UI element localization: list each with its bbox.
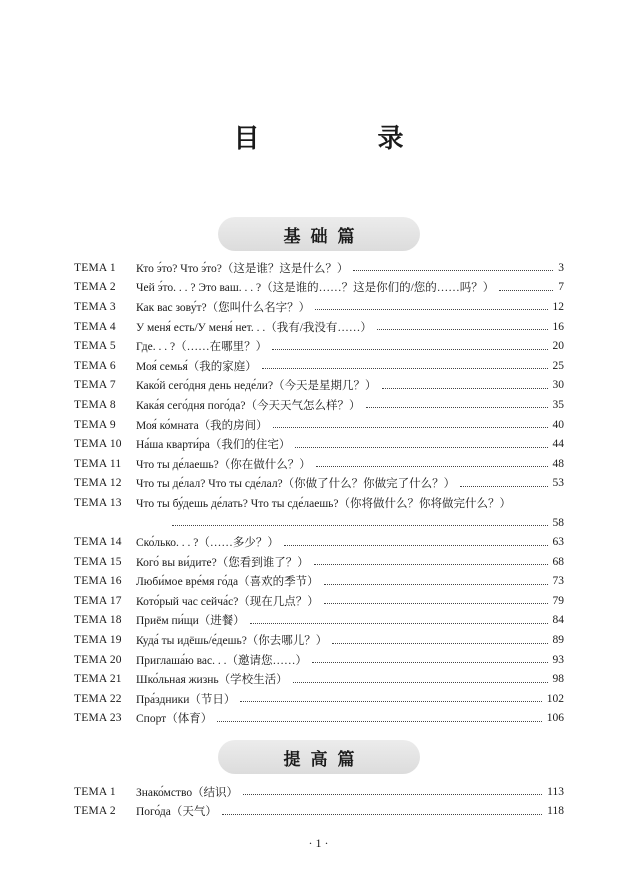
- toc-entry-page: 12: [552, 300, 564, 313]
- toc-entry-title: Знако́мство（结识）: [136, 786, 239, 799]
- toc-leader-dots: [273, 427, 548, 428]
- toc-entry[interactable]: [74, 782, 564, 802]
- toc-entry-title: Кого́ вы ви́дите?（您看到谁了？）: [136, 556, 309, 569]
- toc-entry-page: 106: [546, 712, 564, 725]
- toc-leader-dots: [262, 368, 548, 369]
- toc-entry-page: 118: [547, 805, 564, 818]
- toc-entry-page: 89: [552, 634, 564, 647]
- toc-entry[interactable]: [74, 415, 564, 435]
- toc-entry-page: 73: [552, 575, 564, 588]
- toc-entry[interactable]: [74, 572, 564, 592]
- toc-entry-number: TEMA 15: [74, 555, 122, 568]
- toc-entry-page: 48: [552, 457, 564, 470]
- toc-leader-dots: [284, 545, 548, 546]
- toc-leader-dots: [243, 794, 542, 795]
- toc-entry-number: TEMA 3: [74, 300, 116, 313]
- toc-entry-number: TEMA 9: [74, 418, 116, 431]
- toc-entry-title: Куда́ ты идёшь/е́дешь?（你去哪儿？）: [136, 635, 328, 648]
- toc-leader-dots: [172, 525, 548, 526]
- toc-leader-dots: [312, 662, 548, 663]
- toc-entry-number: TEMA 11: [74, 457, 122, 470]
- toc-entry[interactable]: [74, 336, 564, 356]
- toc-entry-title: Кто э́то? Что э́то?（这是谁？这是什么？）: [136, 262, 349, 275]
- toc-entry-page: 58: [552, 516, 564, 529]
- toc-entry-page: 40: [552, 418, 564, 431]
- toc-entry-title: Пого́да（天气）: [136, 806, 217, 819]
- toc-entry-title: Моя́ семья́（我的家庭）: [136, 360, 257, 373]
- toc-entry[interactable]: [74, 611, 564, 631]
- toc-entry-number: TEMA 2: [74, 281, 116, 294]
- toc-entry[interactable]: [74, 376, 564, 396]
- toc-leader-dots: [272, 349, 547, 350]
- toc-entry-page: 68: [552, 555, 564, 568]
- toc-entry-title: Шко́льная жизнь（学校生活）: [136, 674, 288, 687]
- toc-entry[interactable]: [74, 278, 564, 298]
- toc-leader-dots: [250, 623, 548, 624]
- page-title: 目 录: [233, 124, 450, 153]
- toc-entry-title: Где. . . ?（……在哪里？）: [136, 341, 268, 354]
- toc-entry[interactable]: [74, 434, 564, 454]
- toc-entry[interactable]: [74, 709, 564, 729]
- toc-entry[interactable]: [74, 395, 564, 415]
- toc-entry-page: 63: [552, 536, 564, 549]
- toc-entry-page: 113: [547, 785, 564, 798]
- toc-entry[interactable]: [74, 802, 564, 822]
- toc-entry-number: TEMA 19: [74, 634, 122, 647]
- toc-entry-number: TEMA 7: [74, 379, 116, 392]
- toc-entry[interactable]: [74, 493, 564, 513]
- toc-entry[interactable]: [74, 356, 564, 376]
- toc-entry-number: TEMA 20: [74, 653, 122, 666]
- toc-leader-dots: [324, 603, 548, 604]
- page-number: · 1 ·: [308, 836, 329, 850]
- toc-leader-dots: [377, 329, 548, 330]
- toc-entry-title: Спорт（体育）: [136, 713, 213, 726]
- toc-entry[interactable]: [74, 669, 564, 689]
- toc-entry-title: Моя́ ко́мната（我的房间）: [136, 419, 268, 432]
- toc-entry-number: TEMA 1: [74, 785, 116, 798]
- toc-list-basic: [74, 258, 564, 728]
- toc-entry[interactable]: [74, 297, 564, 317]
- toc-entry[interactable]: [74, 591, 564, 611]
- toc-entry-number: TEMA 6: [74, 359, 116, 372]
- toc-entry-title: Кото́рый час сейча́с?（现在几点？）: [136, 595, 319, 608]
- toc-leader-dots: [324, 584, 548, 585]
- toc-entry-title: Ско́лько. . . ?（……多少？）: [136, 537, 279, 550]
- toc-leader-dots: [240, 701, 541, 702]
- toc-entry-title: У меня́ есть/У меня́ нет. . .（我有/我没有……）: [136, 321, 372, 334]
- toc-entry-page: 30: [552, 379, 564, 392]
- toc-entry-page: 16: [552, 320, 564, 333]
- toc-entry-page: 98: [552, 673, 564, 686]
- toc-entry-number: TEMA 22: [74, 692, 122, 705]
- toc-leader-dots: [222, 814, 542, 815]
- toc-list-advanced: [74, 782, 564, 821]
- toc-entry-title: Чей э́то. . . ? Это ваш. . . ?（这是谁的……？这是你们的/您的……吗？）: [136, 282, 495, 295]
- toc-entry-page: 93: [552, 653, 564, 666]
- toc-entry-number: TEMA 14: [74, 536, 122, 549]
- toc-entry-title: Приглаша́ю вас. . .（邀请您……）: [136, 654, 307, 667]
- toc-entry-title: Приём пи́щи（进餐）: [136, 615, 245, 628]
- toc-entry-number: TEMA 1: [74, 261, 116, 274]
- toc-entry-page: 84: [552, 614, 564, 627]
- toc-entry[interactable]: [74, 630, 564, 650]
- toc-entry-number: TEMA 2: [74, 805, 116, 818]
- toc-entry[interactable]: [74, 552, 564, 572]
- section-heading-basic: 基础篇: [218, 217, 420, 251]
- toc-entry-page: 7: [558, 281, 564, 294]
- toc-leader-dots: [293, 682, 548, 683]
- toc-entry-number: TEMA 5: [74, 340, 116, 353]
- toc-entry-page: 102: [546, 692, 564, 705]
- toc-entry-page: 3: [558, 261, 564, 274]
- toc-entry-page: 44: [552, 438, 564, 451]
- toc-entry-number: TEMA 10: [74, 438, 122, 451]
- toc-leader-dots: [499, 290, 553, 291]
- toc-entry[interactable]: [74, 474, 564, 494]
- toc-leader-dots: [353, 270, 553, 271]
- toc-leader-dots: [314, 564, 548, 565]
- toc-entry-title: Что ты бу́дешь де́лать? Что ты сде́лаешь?（你将做什么？你将做完什么？）: [136, 497, 512, 510]
- toc-entry-title: Как вас зову́т?（您叫什么名字？）: [136, 301, 311, 314]
- toc-leader-dots: [316, 466, 548, 467]
- toc-entry-title: На́ша кварти́ра（我们的住宅）: [136, 439, 291, 452]
- toc-entry-number: TEMA 17: [74, 594, 122, 607]
- toc-entry[interactable]: [74, 689, 564, 709]
- toc-entry-continuation[interactable]: [74, 513, 564, 533]
- toc-entry-title: Како́й сего́дня день неде́ли?（今天是星期几？）: [136, 380, 377, 393]
- toc-leader-dots: [382, 388, 548, 389]
- toc-entry[interactable]: [74, 317, 564, 337]
- toc-entry-number: TEMA 13: [74, 496, 122, 509]
- toc-entry-number: TEMA 12: [74, 477, 122, 490]
- toc-leader-dots: [460, 486, 547, 487]
- toc-entry-page: 20: [552, 340, 564, 353]
- toc-leader-dots: [366, 407, 548, 408]
- toc-entry-title: Что ты де́лал? Что ты сде́лал?（你做了什么？你做完了什么？）: [136, 478, 456, 491]
- toc-entry[interactable]: [74, 532, 564, 552]
- toc-leader-dots: [315, 309, 547, 310]
- toc-entry-number: TEMA 4: [74, 320, 116, 333]
- toc-entry-page: 25: [552, 359, 564, 372]
- toc-entry-title: Пра́здники（节日）: [136, 693, 236, 706]
- toc-entry-page: 35: [552, 398, 564, 411]
- toc-entry[interactable]: [74, 650, 564, 670]
- toc-entry[interactable]: [74, 258, 564, 278]
- toc-leader-dots: [217, 721, 542, 722]
- toc-entry-title: Кака́я сего́дня пого́да?（今天天气怎么样？）: [136, 399, 361, 412]
- toc-entry-number: TEMA 21: [74, 673, 122, 686]
- toc-leader-dots: [295, 447, 547, 448]
- section-heading-advanced: 提高篇: [218, 740, 420, 774]
- toc-entry[interactable]: [74, 454, 564, 474]
- toc-entry-title: Люби́мое вре́мя го́да（喜欢的季节）: [136, 576, 319, 589]
- toc-entry-number: TEMA 23: [74, 712, 122, 725]
- toc-entry-title: Что ты де́лаешь?（你在做什么？）: [136, 458, 311, 471]
- toc-entry-number: TEMA 8: [74, 398, 116, 411]
- toc-leader-dots: [332, 643, 547, 644]
- toc-entry-page: 53: [552, 477, 564, 490]
- toc-entry-number: TEMA 16: [74, 575, 122, 588]
- toc-entry-number: TEMA 18: [74, 614, 122, 627]
- toc-entry-page: 79: [552, 594, 564, 607]
